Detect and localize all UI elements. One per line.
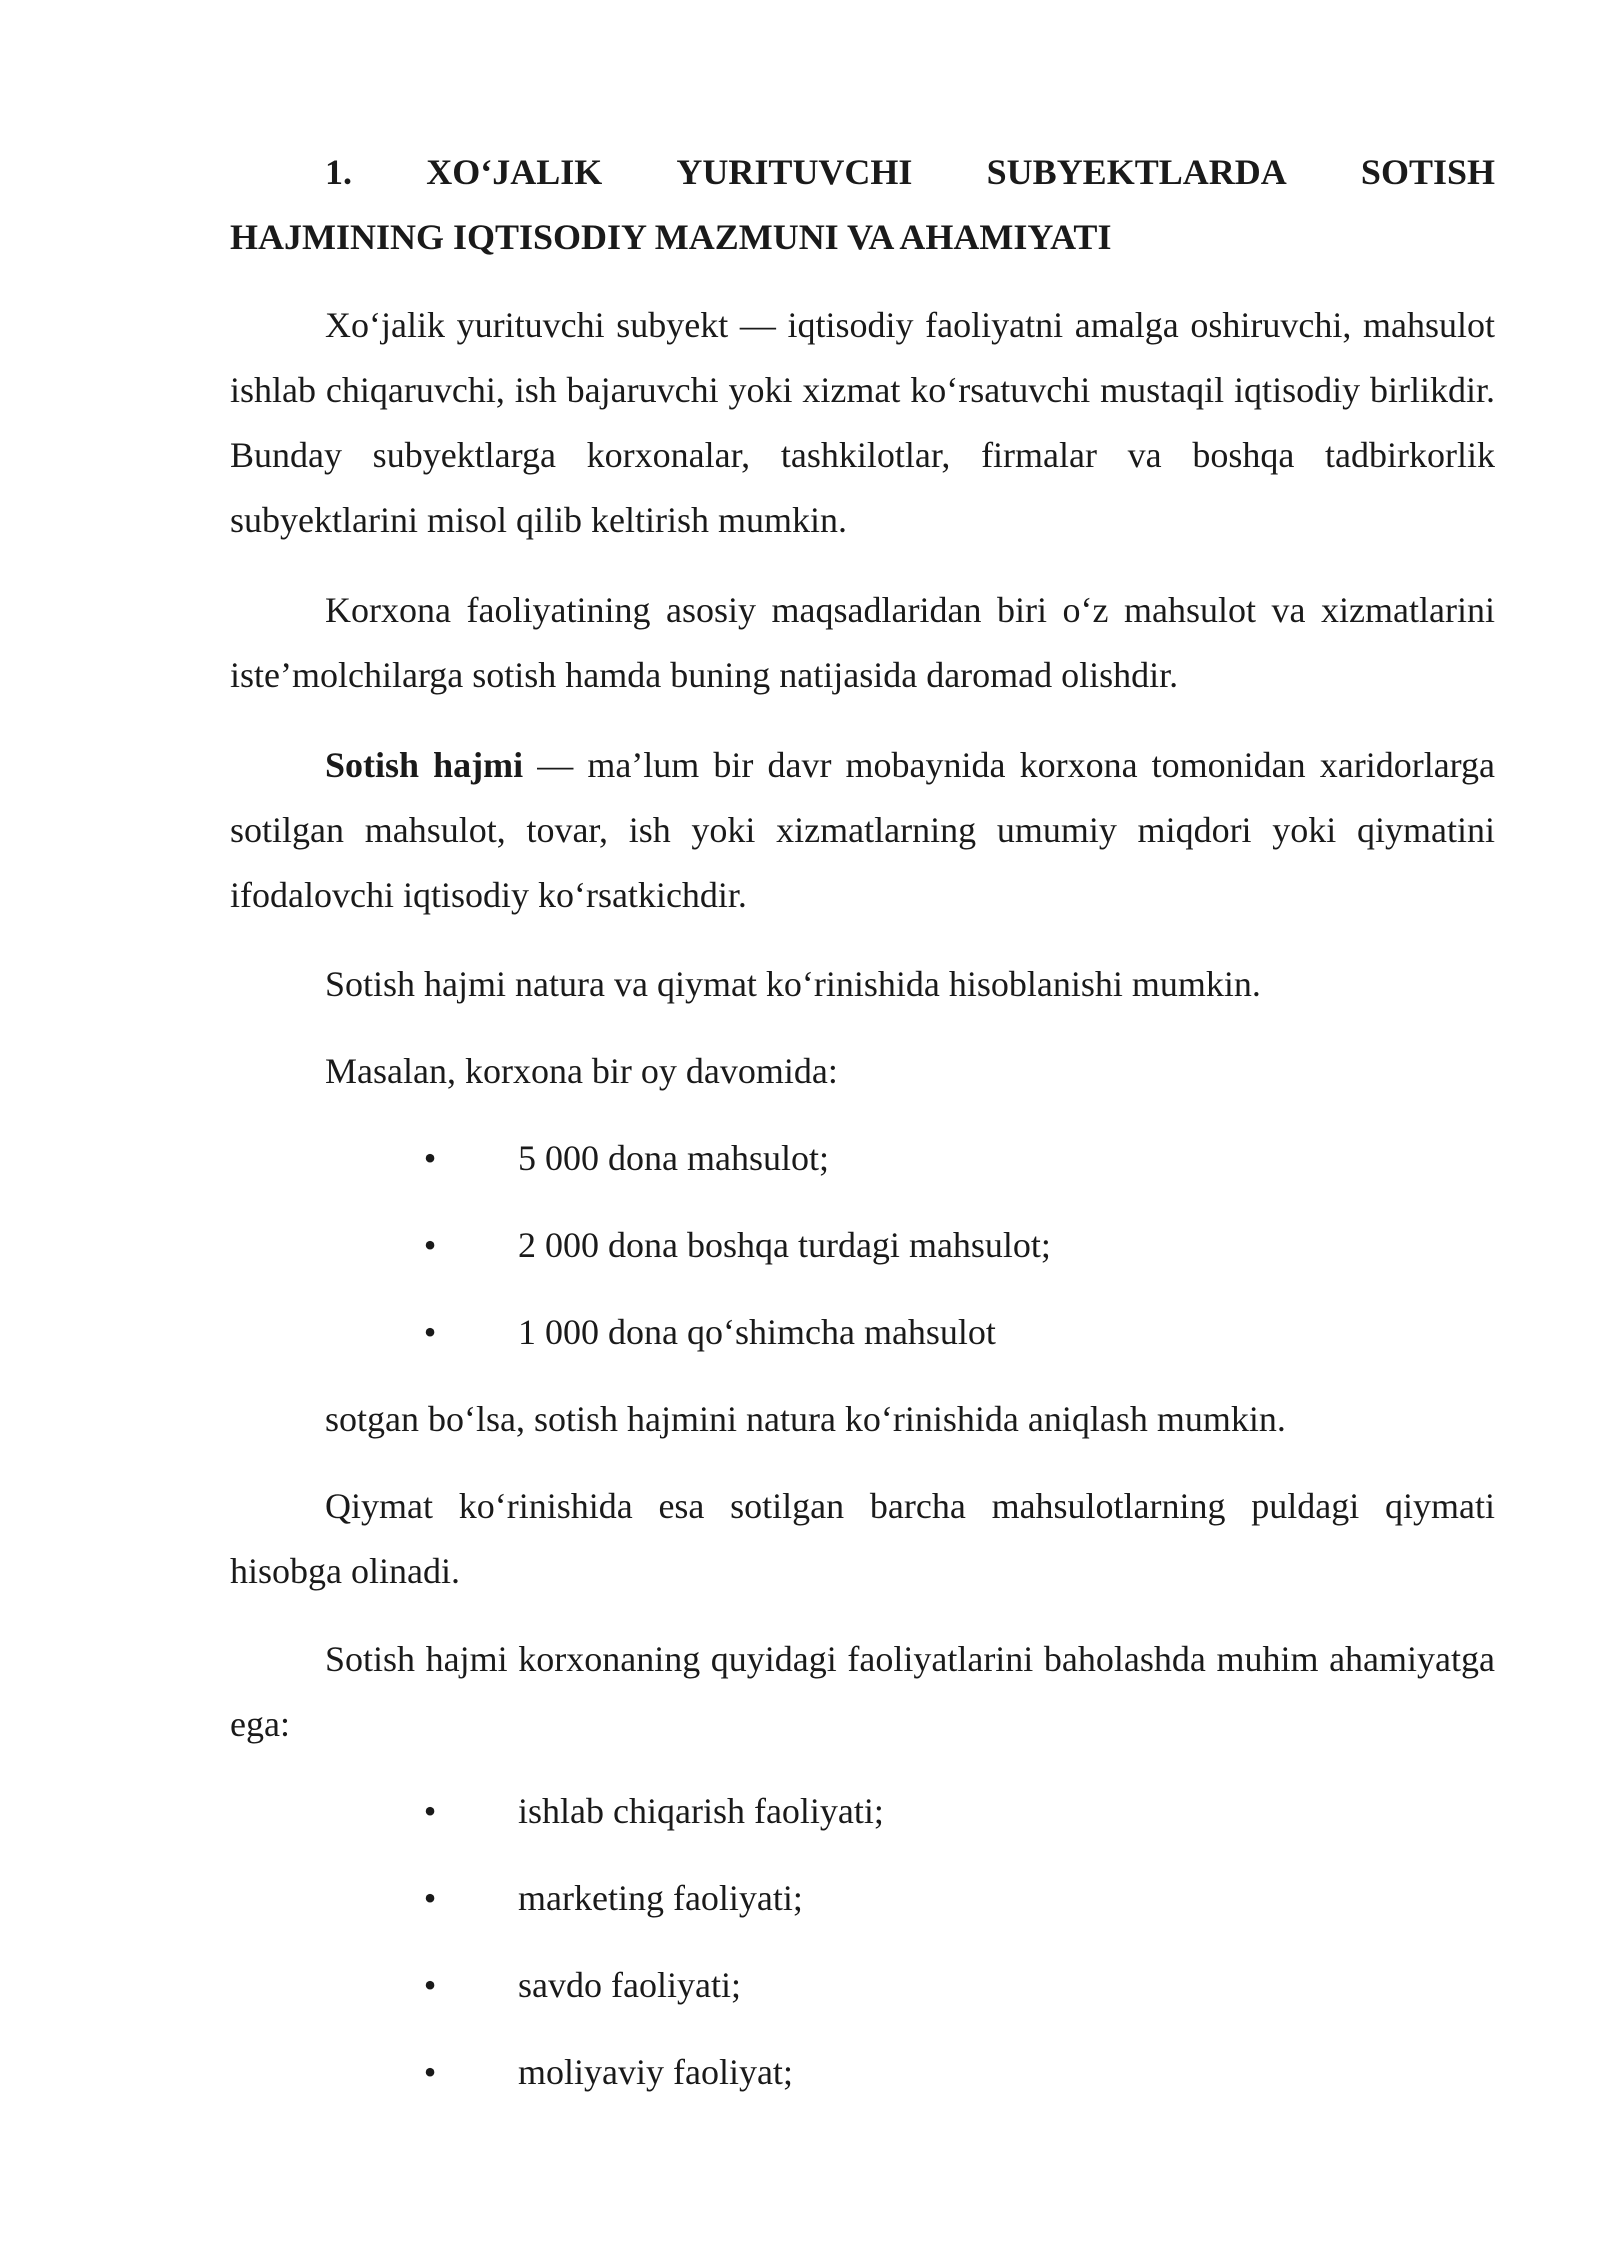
list-item-text: ishlab chiqarish faoliyati; [518,1791,884,1831]
paragraph-value: Qiymat ko‘rinishida esa sotilgan barcha mahsulotlarning puldagi qiymati hisobga olinadi. [230,1486,1495,1591]
list-item-text: 5 000 dona mahsulot; [518,1138,829,1178]
heading-word: YURITUVCHI [676,152,913,192]
list-item-text: marketing faoliyati; [518,1878,803,1918]
bullet-icon: • [423,1878,437,1918]
heading-word: SUBYEKTLARDA [986,152,1287,192]
heading-line-2: HAJMINING IQTISODIY MAZMUNI VA AHAMIYATI [230,217,1112,257]
paragraph-natura: sotgan bo‘lsa, sotish hajmini natura ko‘rinishida aniqlash mumkin. [325,1399,1286,1439]
bullet-icon: • [423,1312,437,1352]
bullet-icon: • [423,1791,437,1831]
heading-number: 1. [325,152,352,192]
heading-word: XO‘JALIK [426,152,603,192]
list-item [230,1300,1495,1365]
paragraph-calculation: Sotish hajmi natura va qiymat ko‘rinishida hisoblanishi mumkin. [325,964,1261,1004]
paragraph-importance: Sotish hajmi korxonaning quyidagi faoliyatlarini baholashda muhim ahamiyatga ega: [230,1639,1495,1744]
list-item-text: savdo faoliyati; [518,1965,741,2005]
paragraph-goal: Korxona faoliyatining asosiy maqsadlaridan biri o‘z mahsulot va xizmatlarini iste’molchilarga sotish hamda buning natijasida daromad olishdir. [230,590,1495,695]
list-item [230,1779,1495,1844]
list-item-text: moliyaviy faoliyat; [518,2052,793,2092]
list-item [230,1953,1495,2018]
paragraph-sales-volume [230,733,1495,928]
bullet-icon: • [423,2052,437,2092]
list-item [230,2040,1495,2105]
paragraph-example: Masalan, korxona bir oy davomida: [325,1051,838,1091]
term-sales-volume: Sotish hajmi [325,745,524,785]
list-item [230,1213,1495,1278]
section-heading [230,140,1495,270]
list-item [230,1866,1495,1931]
bullet-icon: • [423,1965,437,2005]
paragraph-definition: Xo‘jalik yurituvchi subyekt — iqtisodiy faoliyatni amalga oshiruvchi, mahsulot ishlab chiqaruvchi, ish bajaruvchi yoki xizmat ko‘rsatuvchi mustaqil iqtisodiy birlikdir. Bunday subyektlarga korxonalar, tashkilotlar, firmalar va boshqa tadbirkorlik subyektlarini misol qilib keltirish mumkin. [230,305,1495,540]
heading-line-1 [230,140,1495,205]
list-item-text: 1 000 dona qo‘shimcha mahsulot [518,1312,996,1352]
list-item-text: 2 000 dona boshqa turdagi mahsulot; [518,1225,1051,1265]
paragraph-sales-volume-text: — ma’lum bir davr mobaynida korxona tomonidan xaridorlarga sotilgan mahsulot, tovar, ish yoki xizmatlarning umumiy miqdori yoki qiymatini ifodalovchi iqtisodiy ko‘rsatkichdir. [230,745,1495,915]
bullet-icon: • [423,1225,437,1265]
list-item [230,1126,1495,1191]
bullet-icon: • [423,1138,437,1178]
heading-word: SOTISH [1360,152,1495,192]
